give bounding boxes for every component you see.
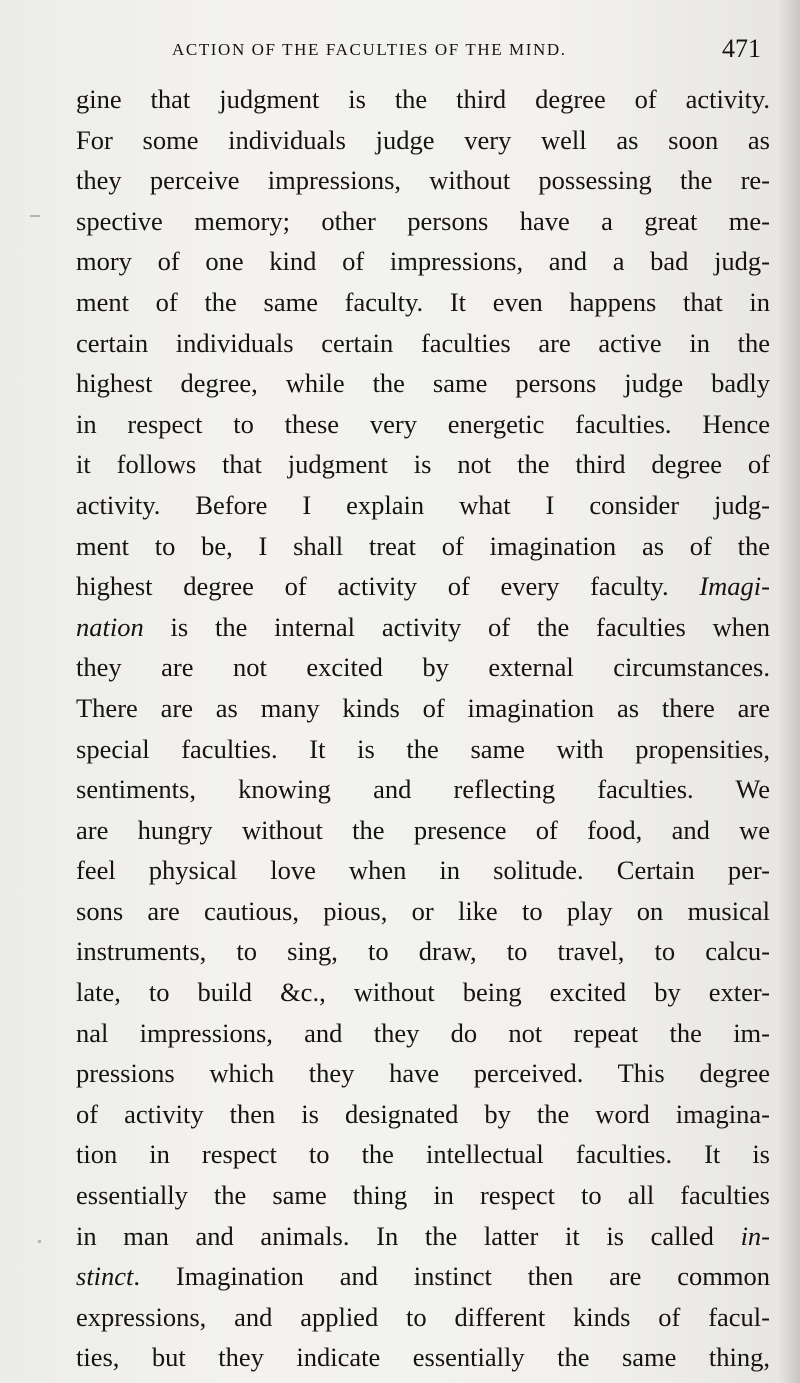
italic-term: Imagi-: [699, 571, 770, 602]
text-line: stinct. Imagination and instinct then are common: [76, 1261, 770, 1292]
text-line: highest degree, while the same persons judge badly: [76, 368, 770, 399]
text-line: in man and animals. In the latter it is called in-: [76, 1220, 770, 1251]
text-line: instruments, to sing, to draw, to travel, to calcu-: [76, 936, 770, 967]
text-line: nation is the internal activity of the faculties when: [76, 611, 770, 642]
text-line: nal impressions, and they do not repeat the im-: [76, 1017, 770, 1048]
text-line: certain individuals certain faculties are active in the: [76, 327, 770, 358]
text-line: special faculties. It is the same with propensities,: [76, 733, 770, 764]
text-line: tion in respect to the intellectual faculties. It is: [76, 1139, 770, 1170]
text-line: spective memory; other persons have a great me-: [76, 205, 770, 236]
italic-term: nation: [76, 611, 144, 642]
text-line: of activity then is designated by the word imagina-: [76, 1098, 770, 1129]
text-line: they are not excited by external circumstances.: [76, 652, 770, 683]
page-edge-shadow: [778, 0, 800, 1383]
text-line: ment of the same faculty. It even happens that in: [76, 286, 770, 317]
text-line: pressions which they have perceived. This degree: [76, 1058, 770, 1089]
text-line: gine that judgment is the third degree of activity.: [76, 84, 770, 114]
running-head: [0, 34, 800, 70]
text-line: late, to build &c., without being excited by exter-: [76, 977, 770, 1008]
text-line: sentiments, knowing and reflecting faculties. We: [76, 774, 770, 805]
margin-speck: [30, 215, 40, 217]
text-line: ment to be, I shall treat of imagination as of the: [76, 530, 770, 561]
text-line: highest degree of activity of every faculty. Imagi-: [76, 571, 770, 602]
text-line: There are as many kinds of imagination as there are: [76, 692, 770, 723]
italic-term: in-: [740, 1220, 770, 1251]
text-line: in respect to these very energetic faculties. Hence: [76, 408, 770, 439]
margin-speck: [38, 1240, 41, 1243]
text-line: they perceive impressions, without possessing the re-: [76, 165, 770, 196]
text-line: it follows that judgment is not the third degree of: [76, 449, 770, 480]
text-line: feel physical love when in solitude. Certain per-: [76, 855, 770, 886]
text-line: sons are cautious, pious, or like to play on musical: [76, 895, 770, 926]
text-line: expressions, and applied to different kinds of facul-: [76, 1301, 770, 1332]
text-line: essentially the same thing in respect to all faculties: [76, 1180, 770, 1211]
page-number: 471: [722, 34, 761, 63]
text-line: mory of one kind of impressions, and a bad judg-: [76, 246, 770, 277]
text-line: are hungry without the presence of food, and we: [76, 814, 770, 845]
text-line: ties, but they indicate essentially the same thing,: [76, 1342, 770, 1373]
text-line: activity. Before I explain what I consider judg-: [76, 489, 770, 520]
running-head-title: ACTION OF THE FACULTIES OF THE MIND.: [172, 40, 567, 59]
italic-term: stinct: [76, 1261, 134, 1292]
text-line: For some individuals judge very well as soon as: [76, 124, 770, 155]
body-text: [76, 79, 770, 1378]
